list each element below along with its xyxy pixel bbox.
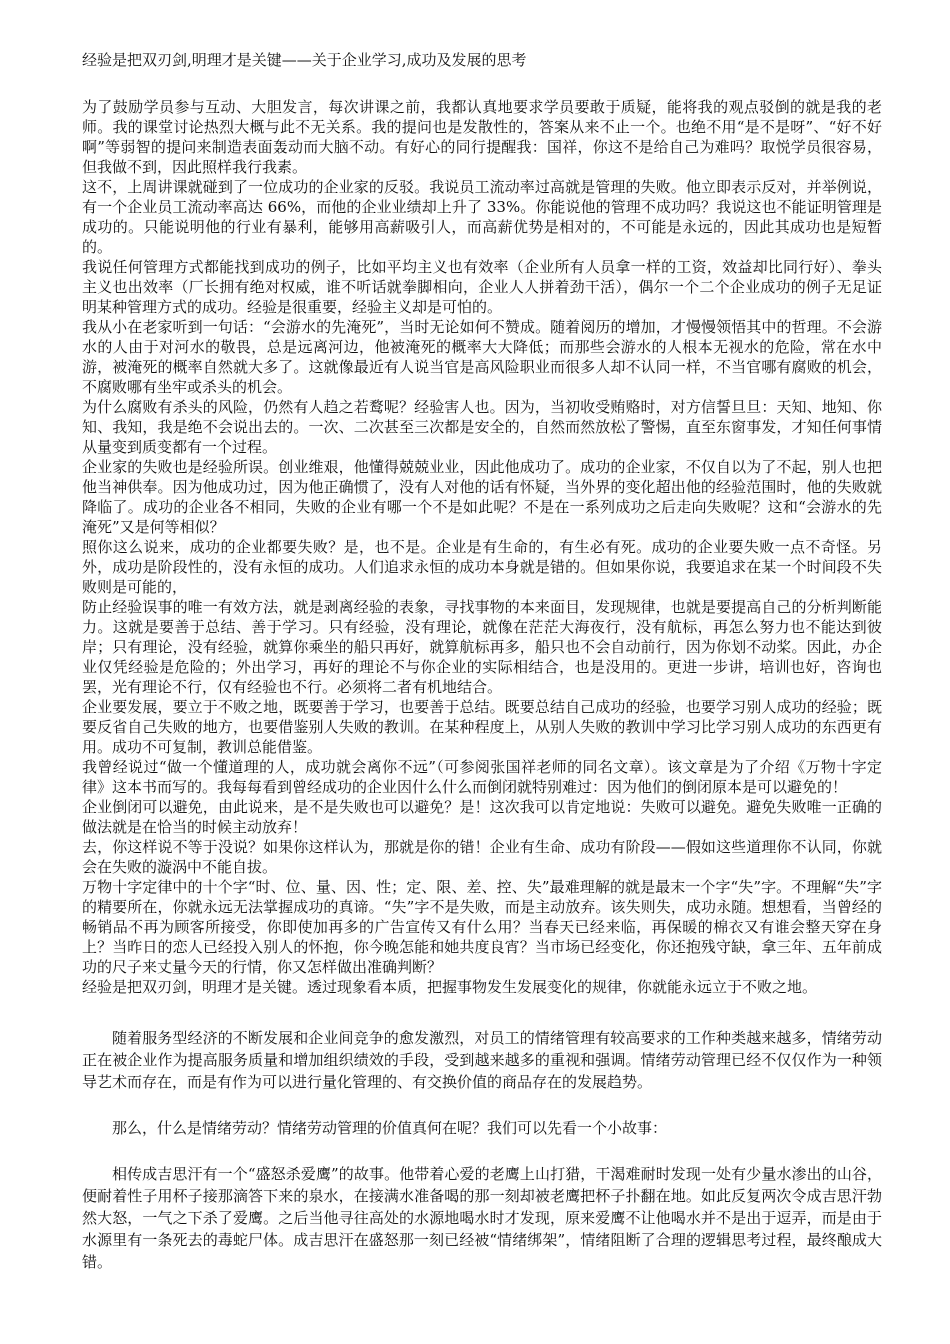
section-gap xyxy=(82,997,882,1027)
article-body xyxy=(82,97,882,997)
article-paragraph: 这不，上周讲课就碰到了一位成功的企业家的反驳。我说员工流动率过高就是管理的失败。他立即表示反对，并举例说，有一个企业员工流动率高达 66%，而他的企业业绩却上升了 33%。你能说他的管理不成功吗？我说这也不能证明管理是成功的。只能说明他的行业有暴利，能够用高薪吸引人，而高薪优势是相对的，不可能是永远的，因此其成功也是短暂的。 xyxy=(82,178,882,256)
article-paragraph: 照你这么说来，成功的企业都要失败？是，也不是。企业是有生命的，有生必有死。成功的企业要失败一点不奇怪。另外，成功是阶段性的，没有永恒的成功。人们追求永恒的成功本身就是错的。但如果你说，我要追求在某一个时间段不失败则是可能的， xyxy=(82,538,882,596)
section-paragraph: 随着服务型经济的不断发展和企业间竞争的愈发激烈，对员工的情绪管理有较高要求的工作种类越来越多，情绪劳动正在被企业作为提高服务质量和增加组织绩效的手段，受到越来越多的重视和强调。情绪劳动管理已经不仅仅作为一种领导艺术而存在，而是有作为可以进行量化管理的、有交换价值的商品存在的发展趋势。 xyxy=(82,1029,882,1091)
article-paragraph: 企业家的失败也是经验所误。创业维艰，他懂得兢兢业业，因此他成功了。成功的企业家，不仅自以为了不起，别人也把他当神供奉。因为他成功过，因为他正确惯了，没有人对他的话有怀疑，当外界的变化超出他的经验范围时，他的失败就降临了。成功的企业各不相同，失败的企业有哪一个不是如此呢？不是在一系列成功之后走向失败呢？这和“会游水的先淹死”又是何等相似？ xyxy=(82,458,882,536)
article-paragraph: 我从小在老家听到一句话：“会游水的先淹死”，当时无论如何不赞成。随着阅历的增加，才慢慢领悟其中的哲理。不会游水的人由于对河水的敬畏，总是远离河边，他被淹死的概率大大降低；而那些会游水的人根本无视水的危险，常在水中游，被淹死的概率自然就大多了。这就像最近有人说当官是高风险职业而很多人却不认同一样，不当官哪有腐败的机会，不腐败哪有坐牢或杀头的机会。 xyxy=(82,318,882,396)
section-paragraph: 相传成吉思汗有一个“盛怒杀爱鹰”的故事。他带着心爱的老鹰上山打猎，干渴难耐时发现一处有少量水渗出的山谷，便耐着性子用杯子接那滴答下来的泉水，在接满水准备喝的那一刻却被老鹰把杯子扑翻在地。如此反复两次令成吉思汗勃然大怒，一气之下杀了爱鹰。之后当他寻往高处的水源地喝水时才发现，原来爱鹰不让他喝水并不是出于逗弄，而是由于水源里有一条死去的毒蛇尸体。成吉思汗在盛怒那一刻已经被“情绪绑架”，情绪阻断了合理的逻辑思考过程，最终酿成大错。 xyxy=(82,1165,882,1271)
article-paragraph: 我曾经说过“做一个懂道理的人，成功就会离你不远”（可参阅张国祥老师的同名文章）。该文章是为了介绍《万物十字定律》这本书而写的。我每每看到曾经成功的企业因什么什么而倒闭就特别难过：因为他们的倒闭原本是可以避免的！ xyxy=(82,758,882,796)
article-paragraph: 企业要发展，要立于不败之地，既要善于学习，也要善于总结。既要总结自己成功的经验，也要学习别人成功的经验；既要反省自己失败的地方，也要借鉴别人失败的教训。在某种程度上，从别人失败的教训中学习比学习别人成功的东西更有用。成功不可复制，教训总能借鉴。 xyxy=(82,698,882,756)
article-paragraph: 经验是把双刃剑，明理才是关键。透过现象看本质，把握事物发生发展变化的规律，你就能永远立于不败之地。 xyxy=(82,978,818,996)
document-title: 经验是把双刃剑,明理才是关键——关于企业学习,成功及发展的思考 xyxy=(82,51,527,69)
article-paragraph: 我说任何管理方式都能找到成功的例子，比如平均主义也有效率（企业所有人员拿一样的工资，效益却比同行好）、拳头主义也出效率（厂长拥有绝对权威，谁不听话就拳脚相向，企业人人拼着劲干活），偶尔一个二个企业成功的例子无足证明某种管理方式的成功。经验是很重要，经验主义却是可怕的。 xyxy=(82,258,882,316)
document-page xyxy=(82,50,882,1297)
article-paragraph: 万物十字定律中的十个字“时、位、量、因、性；定、限、差、控、失”最难理解的就是最末一个字“失”字。不理解“失”字的精要所在，你就永远无法掌握成功的真谛。“失”字不是失败，而是主动放弃。该失则失，成功永随。想想看，当曾经的畅销品不再为顾客所接受，你即使加再多的广告宣传又有什么用？当春天已经来临，再保暖的棉衣又有谁会整天穿在身上？当昨日的恋人已经投入别人的怀抱，你今晚怎能和她共度良宵？当市场已经变化，你还抱残守缺，拿三年、五年前成功的尺子来丈量今天的行情，你又怎样做出准确判断？ xyxy=(82,878,882,976)
article-paragraph: 为了鼓励学员参与互动、大胆发言，每次讲课之前，我都认真地要求学员要敢于质疑，能将我的观点驳倒的就是我的老师。我的课堂讨论热烈大概与此不无关系。我的提问也是发散性的，答案从来不止一个。也绝不用“是不是呀”、“好不好啊”等弱智的提问来制造表面轰动而大脑不动。有好心的同行提醒我：国祥，你这不是给自己为难吗？取悦学员很容易，但我做不到，因此照样我行我素。 xyxy=(82,98,882,176)
article-paragraph: 企业倒闭可以避免，由此说来，是不是失败也可以避免？是！这次我可以肯定地说：失败可以避免。避免失败唯一正确的做法就是在恰当的时候主动放弃！ xyxy=(82,798,882,836)
article-paragraph: 为什么腐败有杀头的风险，仍然有人趋之若鹜呢？经验害人也。因为，当初收受贿赂时，对方信誓旦旦：天知、地知、你知、我知，我是绝不会说出去的。一次、二次甚至三次都是安全的，自然而然放松了警惕，直至东窗事发，才知任何事情从量变到质变都有一个过程。 xyxy=(82,398,882,456)
article-paragraph: 防止经验误事的唯一有效方法，就是剥离经验的表象，寻找事物的本来面目，发现规律，也就是要提高自己的分析判断能力。这就是要善于总结、善于学习。只有经验，没有理论，就像在茫茫大海夜行，没有航标，再怎么努力也不能达到彼岸；只有理论，没有经验，就算你乘坐的船只再好，就算航标再多，船只也不会自动前行，因为你划不动桨。因此，办企业仅凭经验是危险的；外出学习，再好的理论不与你企业的实际相结合，也是没用的。更进一步讲，培训也好，咨询也罢，光有理论不行，仅有经验也不行。必须将二者有机地结合。 xyxy=(82,598,882,696)
section-paragraph: 那么，什么是情绪劳动？情绪劳动管理的价值真何在呢？我们可以先看一个小故事： xyxy=(112,1119,668,1137)
second-section xyxy=(82,1027,882,1273)
article-paragraph: 去，你这样说不等于没说？如果你这样认为，那就是你的错！企业有生命、成功有阶段——假如这些道理你不认同，你就会在失败的漩涡中不能自拔。 xyxy=(82,838,882,876)
